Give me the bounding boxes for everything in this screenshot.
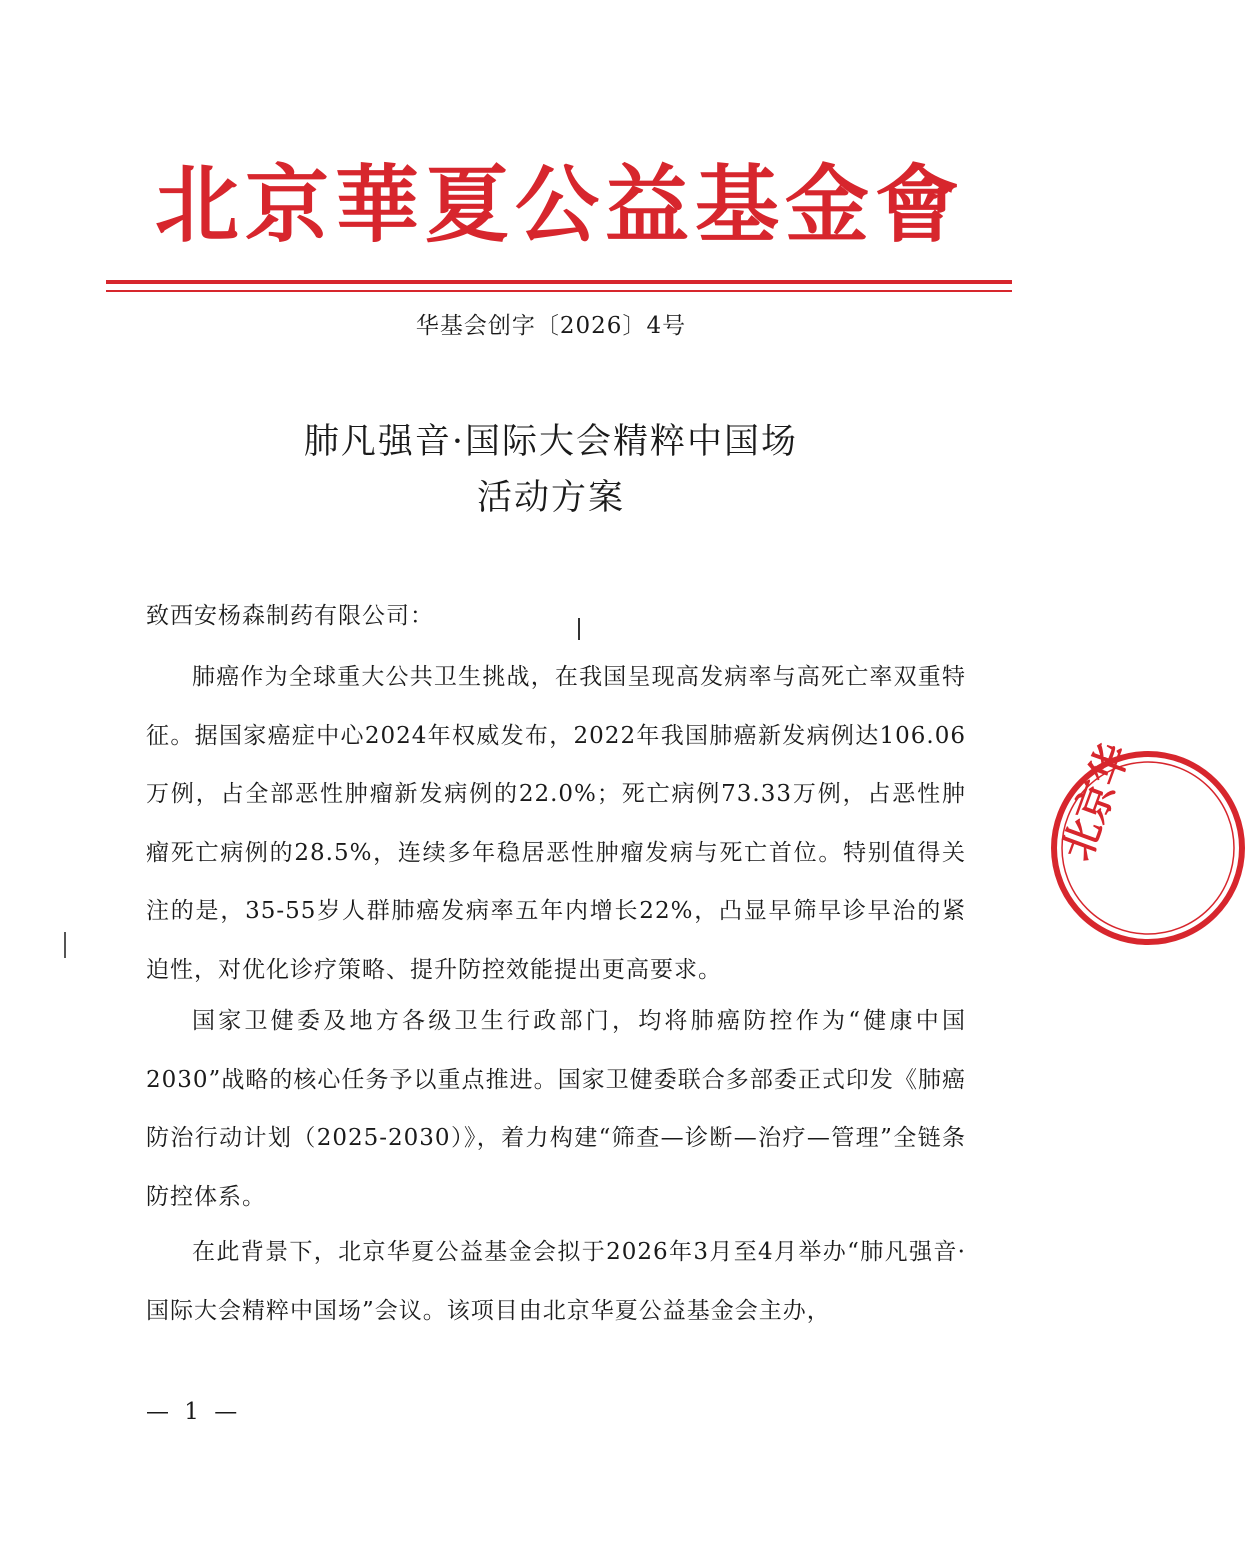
body-paragraph-1: 肺癌作为全球重大公共卫生挑战，在我国呈现高发病率与高死亡率双重特征。据国家癌症中心2024年权威发布，2022年我国肺癌新发病例达106.06万例，占全部恶性肿瘤新发病例的22.0%；死亡病例73.33万例，占恶性肿瘤死亡病例的28.5%，连续多年稳居恶性肿瘤发病与死亡首位。特别值得关注的是，35-55岁人群肺癌发病率五年内增长22%，凸显早筛早诊早治的紧迫性，对优化诊疗策略、提升防控效能提出更高要求。 <box>146 664 966 983</box>
official-seal-stamp <box>1048 737 1248 948</box>
scan-mark <box>578 618 580 640</box>
document-number: 华基会创字〔2026〕4号 <box>415 313 687 339</box>
letterhead-rule-thick <box>106 280 1012 284</box>
letterhead-title: 北京華夏公益基金會 <box>154 155 965 254</box>
document-title-line1: 肺凡强音·国际大会精粹中国场 <box>303 422 799 462</box>
seal-text: 北京华 <box>1053 737 1139 867</box>
salutation: 致西安杨森制药有限公司： <box>146 603 434 629</box>
letterhead-rule-thin <box>106 290 1012 292</box>
body-paragraph-2: 国家卫健委及地方各级卫生行政部门，均将肺癌防控作为“健康中国2030”战略的核心任务予以重点推进。国家卫健委联合多部委正式印发《肺癌防治行动计划（2025-2030）》，着力构建“筛查—诊断—治疗—管理”全链条防控体系。 <box>146 1008 966 1210</box>
page-number: — 1 — <box>146 1399 242 1425</box>
document-title-line2: 活动方案 <box>476 478 625 518</box>
scan-mark <box>64 932 66 958</box>
body-paragraph-3: 在此背景下，北京华夏公益基金会拟于2026年3月至4月举办“肺凡强音·国际大会精粹中国场”会议。该项目由北京华夏公益基金会主办， <box>146 1239 966 1324</box>
